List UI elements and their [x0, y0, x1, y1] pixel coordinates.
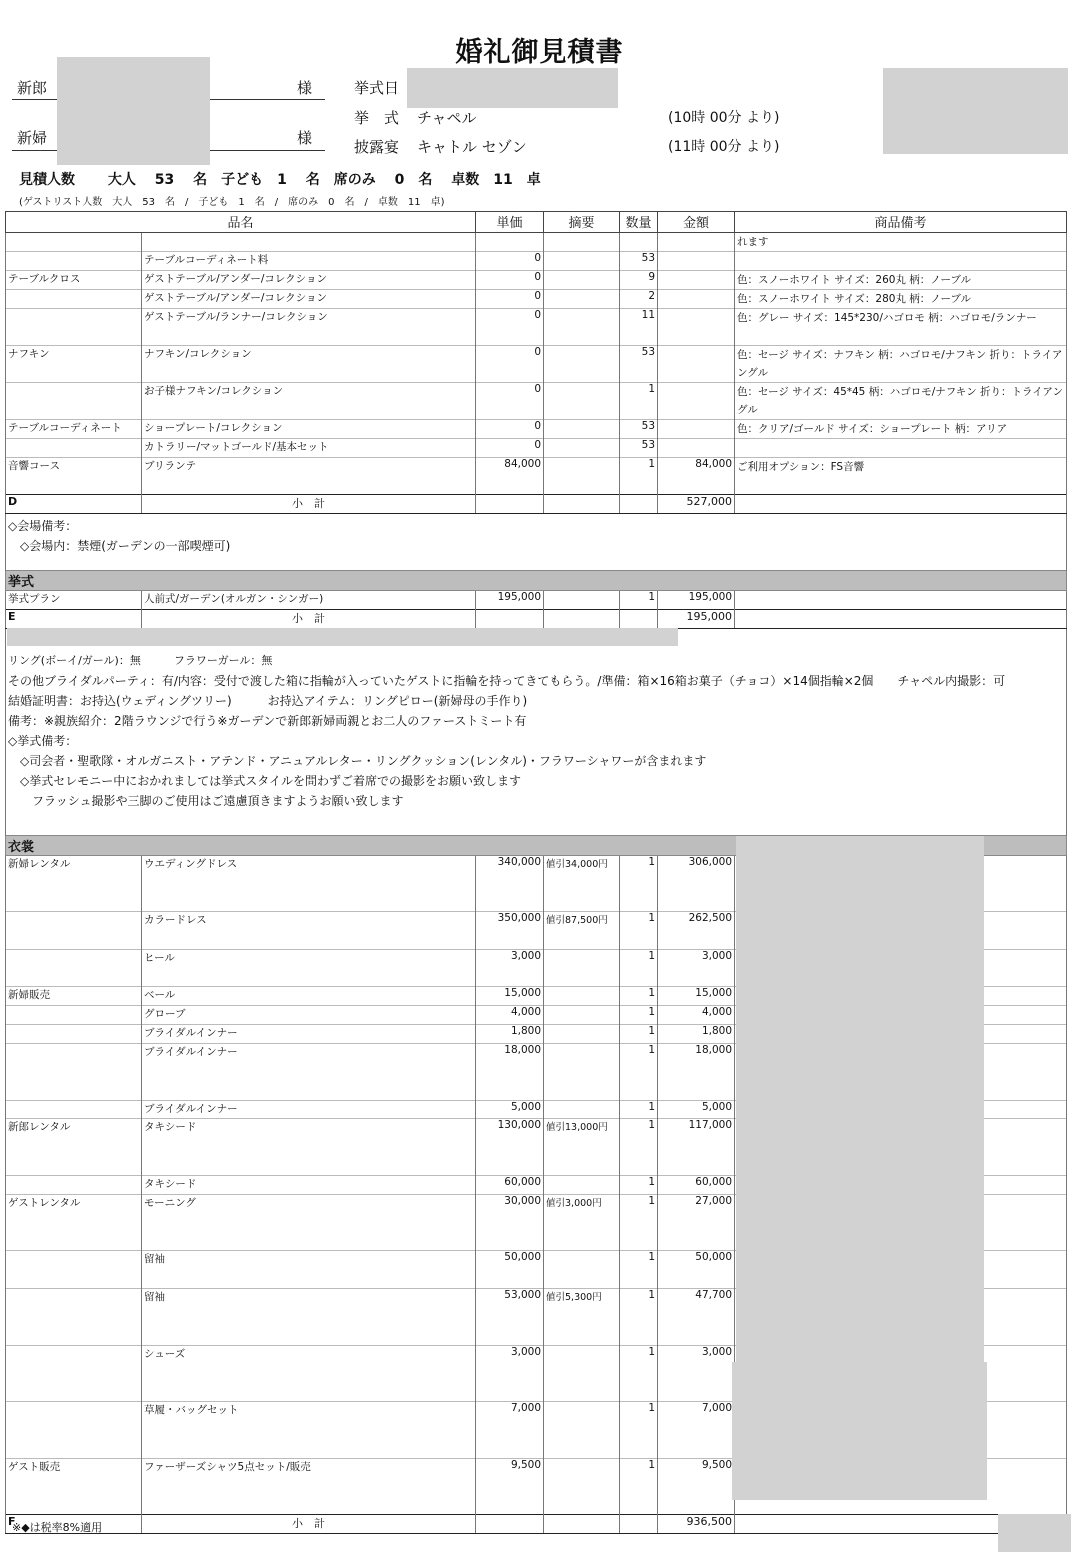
- subtotal-e-row: [6, 610, 1067, 629]
- redacted-ceremony-note: [7, 628, 678, 646]
- row-item: 留袖: [142, 1251, 476, 1289]
- row-memo: [544, 1044, 620, 1101]
- col-amount: 金額: [658, 212, 735, 233]
- row-amount: 84,000: [658, 458, 735, 495]
- row-category: [6, 439, 142, 458]
- row-category: 新婦販売: [6, 987, 142, 1006]
- venue-note-line: ◇会場内：禁煙(ガーデンの一部喫煙可): [8, 539, 231, 553]
- subtotal-code: E: [6, 610, 142, 629]
- row-price: 0: [476, 420, 544, 439]
- row-qty: 1: [620, 1176, 658, 1195]
- section-costume-title: 衣裳: [6, 836, 1067, 856]
- row-memo: [544, 1251, 620, 1289]
- row-amount: 262,500: [658, 912, 735, 950]
- col-price: 単価: [476, 212, 544, 233]
- row-memo: [544, 346, 620, 383]
- table-row: [6, 309, 1067, 346]
- row-category: [6, 1289, 142, 1346]
- ceremony-note-line: ◇挙式セレモニー中におかれましては挙式スタイルを問わずご着席での撮影をお願い致します: [8, 774, 521, 788]
- row-price: [476, 233, 544, 252]
- row-item: タキシード: [142, 1119, 476, 1176]
- row-category: [6, 1251, 142, 1289]
- row-amount: [658, 383, 735, 420]
- row-qty: 9: [620, 271, 658, 290]
- col-memo: 摘要: [544, 212, 620, 233]
- row-item: [142, 233, 476, 252]
- row-category: [6, 383, 142, 420]
- section-ceremony-row: [6, 571, 1067, 591]
- row-category: [6, 290, 142, 309]
- row-item: ゲストテーブル/アンダー/コレクション: [142, 271, 476, 290]
- row-note: [735, 252, 1067, 271]
- row-qty: [620, 233, 658, 252]
- ceremony-note-line: ◇司会者・聖歌隊・オルガニスト・アテンド・アニュアルレター・リングクッション(レンタル)・フラワーシャワーが含まれます: [8, 754, 707, 768]
- subtotal-f-row: [6, 1515, 1067, 1534]
- row-price: 0: [476, 383, 544, 420]
- subtotal-label: 小 計: [142, 1515, 476, 1534]
- row-category: [6, 950, 142, 987]
- row-amount: [658, 346, 735, 383]
- row-qty: 53: [620, 439, 658, 458]
- row-qty: 1: [620, 1459, 658, 1515]
- ceremony-notes-row: [6, 629, 1067, 836]
- row-qty: 1: [620, 987, 658, 1006]
- row-item: ゲストテーブル/ランナー/コレクション: [142, 309, 476, 346]
- row-price: 60,000: [476, 1176, 544, 1195]
- subtotal-label: 小 計: [142, 495, 476, 514]
- col-note: 商品備考: [735, 212, 1067, 233]
- row-item: お子様ナフキン/コレクション: [142, 383, 476, 420]
- groom-honorific: 様: [297, 79, 313, 97]
- row-qty: 53: [620, 346, 658, 383]
- row-price: 84,000: [476, 458, 544, 495]
- row-memo: [544, 309, 620, 346]
- venue-notes: [6, 514, 1067, 571]
- row-note: 色：セージ サイズ：45*45 柄：ハゴロモ/ナフキン 折り：トライアングル: [735, 383, 1067, 420]
- row-memo: [544, 458, 620, 495]
- row-note: [735, 439, 1067, 458]
- row-category: 新郎レンタル: [6, 1119, 142, 1176]
- row-item: モーニング: [142, 1195, 476, 1251]
- ceremony-note-line: 備考：※親族紹介：2階ラウンジで行う※ガーデンで新郎新婦両親とお二人のファーストミート有: [8, 714, 527, 728]
- row-category: ゲスト販売: [6, 1459, 142, 1515]
- redacted-names: [57, 57, 210, 165]
- row-price: 5,000: [476, 1101, 544, 1119]
- groom-label: 新郎: [17, 79, 48, 97]
- row-note: 色：セージ サイズ：ナフキン 柄：ハゴロモ/ナフキン 折り：トライアングル: [735, 346, 1067, 383]
- row-amount: 1,800: [658, 1025, 735, 1044]
- row-note: れます: [735, 233, 1067, 252]
- row-amount: 47,700: [658, 1289, 735, 1346]
- ceremony-note-line: フラッシュ撮影や三脚のご使用はご遠慮頂きますようお願い致します: [8, 794, 404, 808]
- row-price: 0: [476, 271, 544, 290]
- row-amount: [658, 439, 735, 458]
- subtotal-code: F: [6, 1515, 142, 1534]
- row-item: カトラリー/マットゴールド/基本セット: [142, 439, 476, 458]
- table-row: [6, 290, 1067, 309]
- row-item: グローブ: [142, 1006, 476, 1025]
- row-price: 53,000: [476, 1289, 544, 1346]
- table-row: [6, 591, 1067, 610]
- row-memo: [544, 1402, 620, 1459]
- row-item: 人前式/ガーデン(オルガン・シンガー): [142, 591, 476, 610]
- row-amount: 3,000: [658, 950, 735, 987]
- row-memo: [544, 233, 620, 252]
- row-qty: 1: [620, 383, 658, 420]
- row-note: 色：グレー サイズ：145*230/ハゴロモ 柄：ハゴロモ/ランナー: [735, 309, 1067, 346]
- section-ceremony-title: 挙式: [6, 571, 1067, 591]
- row-price: 7,000: [476, 1402, 544, 1459]
- row-amount: 60,000: [658, 1176, 735, 1195]
- row-qty: 1: [620, 1251, 658, 1289]
- ceremony-notes: [6, 629, 1067, 836]
- row-memo: [544, 252, 620, 271]
- row-amount: [658, 309, 735, 346]
- row-amount: 9,500: [658, 1459, 735, 1515]
- table-top-section: [6, 233, 1067, 495]
- row-category: [6, 1176, 142, 1195]
- ceremony-note-line: リング(ボーイ/ガール)：無 フラワーガール：無: [8, 654, 273, 667]
- guestlist-line: (ゲストリスト人数 大人 53 名 / 子ども 1 名 / 席のみ 0 名 / 卓数 11 卓): [19, 197, 445, 208]
- table-row: [6, 439, 1067, 458]
- reception-label: 披露宴: [354, 138, 400, 156]
- row-category: [6, 1006, 142, 1025]
- row-price: 0: [476, 252, 544, 271]
- row-amount: 3,000: [658, 1346, 735, 1402]
- row-note: 色：クリア/ゴールド サイズ：ショープレート 柄：アリア: [735, 420, 1067, 439]
- row-item: ゲストテーブル/アンダー/コレクション: [142, 290, 476, 309]
- bride-honorific: 様: [297, 129, 313, 147]
- row-qty: 2: [620, 290, 658, 309]
- row-qty: 1: [620, 591, 658, 610]
- subtotal-amount: 936,500: [658, 1515, 735, 1534]
- row-amount: [658, 233, 735, 252]
- subtotal-d-row: [6, 495, 1067, 514]
- row-qty: 11: [620, 309, 658, 346]
- row-amount: [658, 252, 735, 271]
- row-amount: 195,000: [658, 591, 735, 610]
- row-price: 4,000: [476, 1006, 544, 1025]
- ceremony-note-line: その他ブライダルパーティ：有/内容：受付で渡した箱に指輪が入っていたゲストに指輪を持ってきてもらう。/準備：箱×16箱お菓子（チョコ）×14個指輪×2個 チャペル内撮影：可: [8, 674, 1006, 688]
- row-category: [6, 252, 142, 271]
- row-price: 340,000: [476, 856, 544, 912]
- row-price: 3,000: [476, 950, 544, 987]
- row-qty: 1: [620, 1025, 658, 1044]
- row-price: 15,000: [476, 987, 544, 1006]
- row-category: [6, 1025, 142, 1044]
- row-category: [6, 1346, 142, 1402]
- venue-note-line: ◇会場備考：: [8, 519, 78, 533]
- table-row: [6, 271, 1067, 290]
- table-row: [6, 458, 1067, 495]
- count-line: 見積人数 大人 53 名 子ども 1 名 席のみ 0 名 卓数 11 卓: [19, 172, 541, 188]
- row-price: 0: [476, 290, 544, 309]
- row-qty: 1: [620, 1346, 658, 1402]
- ceremony-value: チャペル: [417, 109, 477, 127]
- row-amount: 5,000: [658, 1101, 735, 1119]
- ceremony-time: (10時 00分 より): [668, 110, 780, 126]
- row-item: カラードレス: [142, 912, 476, 950]
- row-memo: [544, 1006, 620, 1025]
- row-category: [6, 912, 142, 950]
- row-amount: 7,000: [658, 1402, 735, 1459]
- row-amount: 50,000: [658, 1251, 735, 1289]
- row-qty: 1: [620, 1044, 658, 1101]
- row-memo: [544, 439, 620, 458]
- row-qty: 53: [620, 420, 658, 439]
- col-qty: 数量: [620, 212, 658, 233]
- row-item: 草履・バッグセット: [142, 1402, 476, 1459]
- redacted-logo: [883, 68, 1068, 154]
- row-item: ヒール: [142, 950, 476, 987]
- row-qty: 1: [620, 1289, 658, 1346]
- row-category: [6, 1044, 142, 1101]
- row-price: 0: [476, 309, 544, 346]
- row-memo: 値引87,500円: [544, 912, 620, 950]
- row-price: 18,000: [476, 1044, 544, 1101]
- row-amount: 18,000: [658, 1044, 735, 1101]
- reception-value: キャトル セゾン: [417, 138, 527, 156]
- row-memo: 値引5,300円: [544, 1289, 620, 1346]
- document-title: 婚礼御見積書: [455, 37, 624, 68]
- row-item: ショープレート/コレクション: [142, 420, 476, 439]
- table-row: [6, 383, 1067, 420]
- row-category: ナフキン: [6, 346, 142, 383]
- row-note: 色：スノーホワイト サイズ：280丸 柄：ノーブル: [735, 290, 1067, 309]
- row-category: [6, 233, 142, 252]
- row-memo: 値引13,000円: [544, 1119, 620, 1176]
- row-memo: [544, 1346, 620, 1402]
- col-item: 品名: [6, 212, 476, 233]
- row-qty: 1: [620, 1402, 658, 1459]
- row-amount: 306,000: [658, 856, 735, 912]
- row-price: 195,000: [476, 591, 544, 610]
- row-category: ゲストレンタル: [6, 1195, 142, 1251]
- row-price: 0: [476, 346, 544, 383]
- redacted-corner: [998, 1514, 1071, 1552]
- row-item: ブライダルインナー: [142, 1101, 476, 1119]
- row-item: ブライダルインナー: [142, 1044, 476, 1101]
- row-qty: 53: [620, 252, 658, 271]
- redacted-costume-notes: [736, 836, 984, 1366]
- row-price: 50,000: [476, 1251, 544, 1289]
- ceremony-date-label: 挙式日: [354, 79, 400, 97]
- row-item: ファーザーズシャツ5点セット/販売: [142, 1459, 476, 1515]
- venue-notes-row: [6, 514, 1067, 571]
- row-memo: [544, 290, 620, 309]
- row-memo: [544, 1101, 620, 1119]
- row-item: テーブルコーディネート料: [142, 252, 476, 271]
- row-qty: 1: [620, 912, 658, 950]
- row-category: [6, 1101, 142, 1119]
- row-price: 30,000: [476, 1195, 544, 1251]
- row-memo: 値引3,000円: [544, 1195, 620, 1251]
- row-qty: 1: [620, 1101, 658, 1119]
- row-memo: [544, 1025, 620, 1044]
- ceremony-label: 挙 式: [354, 109, 400, 127]
- row-item: シューズ: [142, 1346, 476, 1402]
- table-header: [6, 212, 1067, 233]
- row-qty: 1: [620, 1195, 658, 1251]
- row-memo: [544, 1176, 620, 1195]
- row-category: 新婦レンタル: [6, 856, 142, 912]
- redacted-date: [407, 68, 618, 108]
- row-memo: [544, 271, 620, 290]
- row-memo: 値引34,000円: [544, 856, 620, 912]
- row-qty: 1: [620, 458, 658, 495]
- row-price: 9,500: [476, 1459, 544, 1515]
- row-memo: [544, 987, 620, 1006]
- row-qty: 1: [620, 1119, 658, 1176]
- row-memo: [544, 950, 620, 987]
- table-row: [6, 233, 1067, 252]
- row-amount: 15,000: [658, 987, 735, 1006]
- row-qty: 1: [620, 1006, 658, 1025]
- row-item: ウエディングドレス: [142, 856, 476, 912]
- row-qty: 1: [620, 950, 658, 987]
- redacted-costume-notes-lower: [732, 1362, 987, 1500]
- row-price: 0: [476, 439, 544, 458]
- ceremony-note-line: 結婚証明書：お持込(ウェディングツリー) お持込アイテム：リングピロー(新婦母の手作り): [8, 694, 528, 708]
- row-amount: [658, 271, 735, 290]
- row-price: 1,800: [476, 1025, 544, 1044]
- row-note: [735, 591, 1067, 610]
- row-amount: 27,000: [658, 1195, 735, 1251]
- row-amount: [658, 290, 735, 309]
- row-note: ご利用オプション：FS音響: [735, 458, 1067, 495]
- row-amount: 4,000: [658, 1006, 735, 1025]
- row-category: [6, 1402, 142, 1459]
- row-category: 音響コース: [6, 458, 142, 495]
- subtotal-amount: 195,000: [658, 610, 735, 629]
- reception-time: (11時 00分 より): [668, 139, 780, 155]
- tax-footnote: ※◆は税率8%適用: [12, 1521, 103, 1534]
- row-price: 130,000: [476, 1119, 544, 1176]
- row-item: 留袖: [142, 1289, 476, 1346]
- ceremony-note-line: ◇挙式備考：: [8, 734, 78, 748]
- row-item: タキシード: [142, 1176, 476, 1195]
- row-category: [6, 309, 142, 346]
- table-row: [6, 420, 1067, 439]
- row-memo: [544, 420, 620, 439]
- table-row: [6, 252, 1067, 271]
- subtotal-code: D: [6, 495, 142, 514]
- row-item: ブリランテ: [142, 458, 476, 495]
- row-category: テーブルクロス: [6, 271, 142, 290]
- table-row: [6, 346, 1067, 383]
- row-price: 3,000: [476, 1346, 544, 1402]
- row-memo: [544, 591, 620, 610]
- row-memo: [544, 1459, 620, 1515]
- row-price: 350,000: [476, 912, 544, 950]
- row-note: 色：スノーホワイト サイズ：260丸 柄：ノーブル: [735, 271, 1067, 290]
- row-amount: 117,000: [658, 1119, 735, 1176]
- row-item: ナフキン/コレクション: [142, 346, 476, 383]
- row-qty: 1: [620, 856, 658, 912]
- row-item: ベール: [142, 987, 476, 1006]
- bride-label: 新婦: [17, 129, 48, 147]
- row-item: ブライダルインナー: [142, 1025, 476, 1044]
- subtotal-amount: 527,000: [658, 495, 735, 514]
- row-memo: [544, 383, 620, 420]
- row-category: 挙式プラン: [6, 591, 142, 610]
- row-amount: [658, 420, 735, 439]
- row-category: テーブルコーディネート: [6, 420, 142, 439]
- subtotal-label: 小 計: [142, 610, 476, 629]
